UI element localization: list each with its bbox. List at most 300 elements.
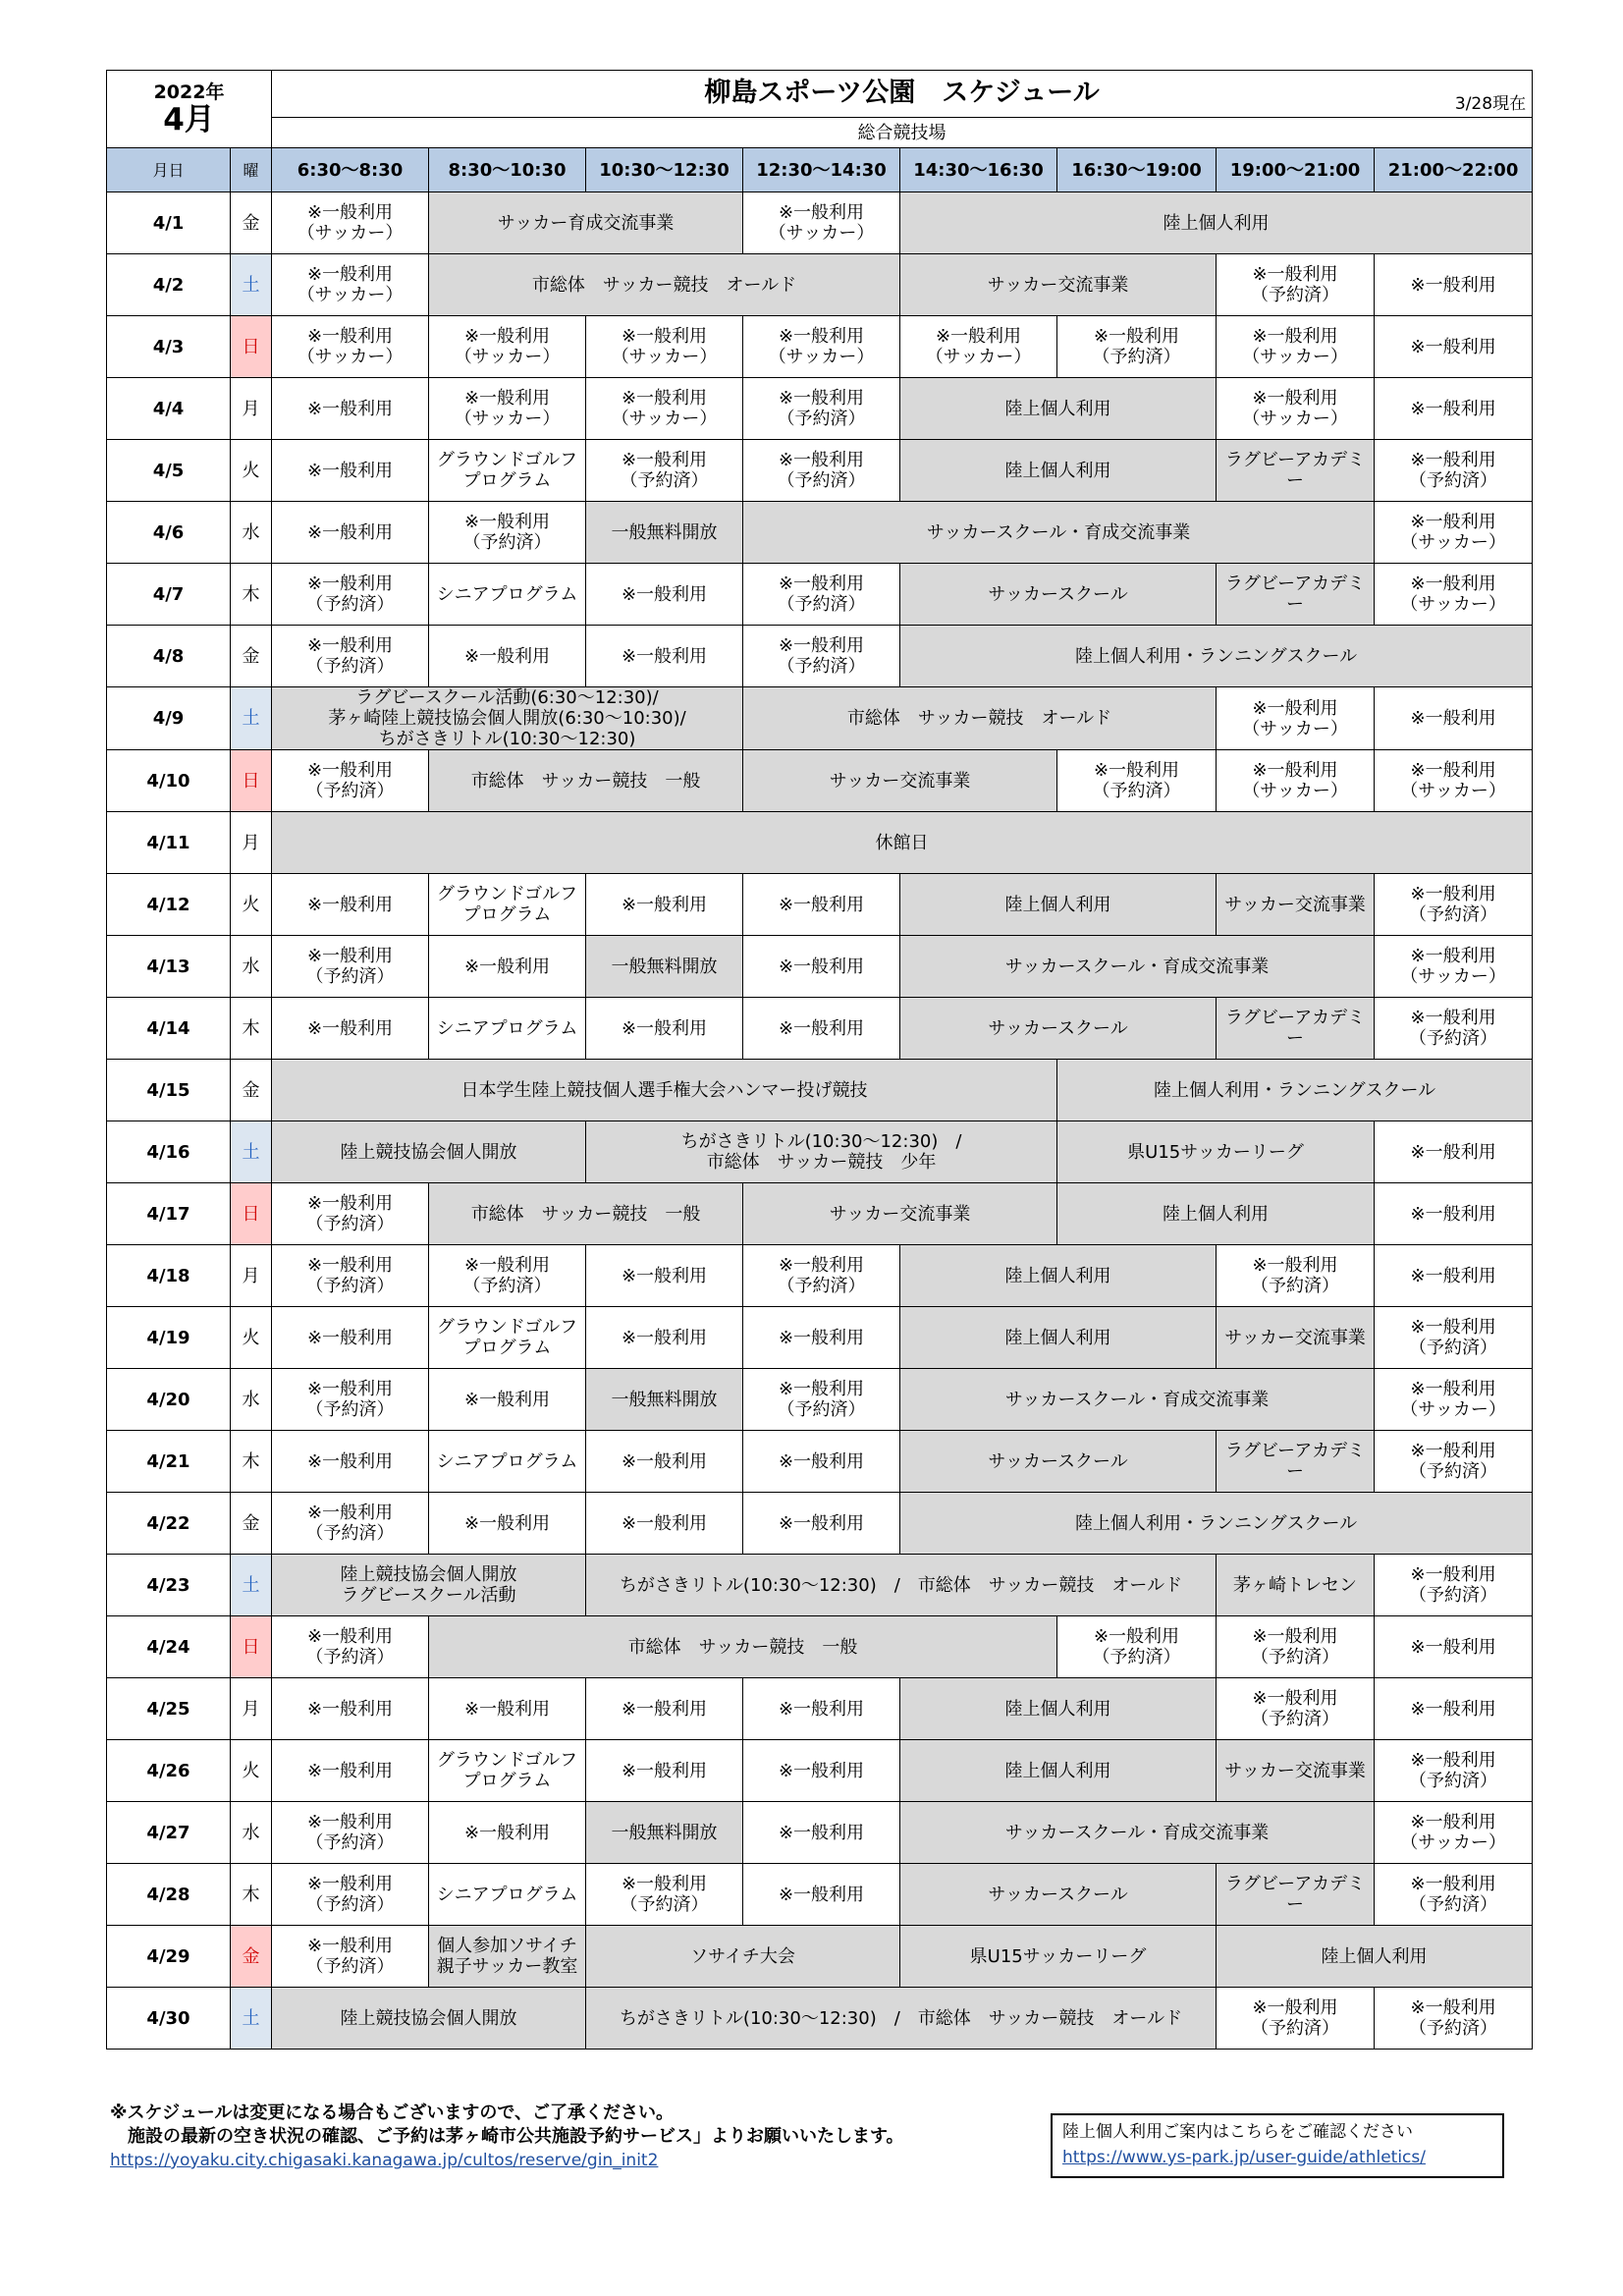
schedule-row: [107, 812, 1533, 874]
row-weekday: 木: [231, 1864, 272, 1926]
cell-line: ※一般利用: [306, 1812, 394, 1832]
row-date: 4/4: [107, 378, 231, 440]
cell-line: ※一般利用: [1093, 326, 1180, 347]
cell-line: （予約済）: [305, 656, 395, 677]
schedule-cell: [743, 1740, 900, 1802]
cell-line: ※一般利用: [621, 1760, 708, 1781]
cell-line: ※一般利用: [1410, 1997, 1496, 2018]
cell-line: （予約済）: [1092, 1647, 1181, 1667]
cell-line: ラグビーアカデミー: [1224, 574, 1366, 615]
schedule-cell: [900, 1864, 1217, 1926]
schedule-cell: [272, 1616, 429, 1678]
schedule-cell: [900, 1740, 1217, 1802]
cell-line: 県U15サッカーリーグ: [1127, 1141, 1304, 1163]
cell-line: ※一般利用: [778, 1255, 865, 1276]
cell-line: ※一般利用: [621, 388, 708, 409]
cell-line: 一般無料開放: [611, 1822, 718, 1843]
schedule-cell: [586, 1926, 900, 1988]
cell-line: （予約済）: [1409, 904, 1498, 925]
schedule-cell: [743, 1183, 1057, 1245]
schedule-cell: [429, 874, 586, 936]
schedule-cell: [272, 1802, 429, 1864]
schedule-cell: [429, 936, 586, 998]
schedule-cell: [272, 440, 429, 502]
schedule-cell: [1217, 1555, 1375, 1616]
cell-line: （予約済）: [305, 781, 395, 801]
cell-line: 個人参加ソサイチ: [437, 1936, 577, 1956]
cell-line: （予約済）: [1409, 1028, 1498, 1049]
cell-line: ※一般利用: [621, 1698, 708, 1720]
schedule-cell: [429, 502, 586, 564]
cell-line: （予約済）: [305, 1214, 395, 1234]
schedule-cell: [743, 626, 900, 687]
schedule-cell: [743, 192, 900, 254]
schedule-cell: [272, 1060, 1057, 1121]
schedule-cell: [1217, 1864, 1375, 1926]
cell-line: ※一般利用: [778, 1884, 865, 1905]
schedule-cell: [272, 316, 429, 378]
schedule-cell: [272, 254, 429, 316]
schedule-cell: [1375, 1307, 1533, 1369]
cell-line: ※一般利用: [1410, 336, 1496, 357]
cell-line: 茅ヶ崎陸上競技協会個人開放(6:30～10:30)/: [328, 708, 686, 729]
month-header: [107, 71, 272, 148]
schedule-row: [107, 1740, 1533, 1802]
cell-line: ※一般利用: [463, 645, 551, 667]
cell-line: プログラム: [462, 470, 552, 491]
col-slot-header: 12:30～14:30: [743, 148, 900, 192]
cell-line: ラグビースクール活動(6:30～12:30)/: [355, 687, 659, 708]
cell-line: ※一般利用: [621, 1265, 708, 1286]
cell-line: ちがさきリトル(10:30～12:30): [378, 729, 636, 749]
cell-line: ※一般利用: [1252, 388, 1338, 409]
schedule-cell: [429, 192, 743, 254]
cell-line: ラグビーアカデミー: [1224, 1874, 1366, 1915]
col-slot-header: 14:30～16:30: [900, 148, 1057, 192]
row-date: 4/12: [107, 874, 231, 936]
schedule-cell: [1217, 254, 1375, 316]
cell-line: ※一般利用: [621, 1017, 708, 1039]
cell-line: 陸上個人利用: [1163, 1203, 1270, 1225]
cell-line: 陸上競技協会個人開放: [340, 2007, 517, 2029]
row-date: 4/14: [107, 998, 231, 1060]
schedule-cell: [272, 1431, 429, 1493]
schedule-cell: [1375, 378, 1533, 440]
row-date: 4/3: [107, 316, 231, 378]
cell-line: （予約済）: [1409, 470, 1498, 491]
schedule-cell: [1217, 998, 1375, 1060]
row-weekday: 火: [231, 874, 272, 936]
cell-line: プログラム: [462, 1338, 552, 1358]
cell-line: （予約済）: [1409, 1585, 1498, 1606]
cell-line: ※一般利用: [621, 1512, 708, 1534]
schedule-cell: [1375, 1555, 1533, 1616]
schedule-cell: [429, 378, 586, 440]
row-date: 4/29: [107, 1926, 231, 1988]
cell-line: ※一般利用: [306, 460, 394, 481]
cell-line: （予約済）: [1409, 1894, 1498, 1915]
schedule-cell: [272, 687, 743, 750]
venue-label: 総合競技場: [272, 118, 1533, 148]
cell-line: サッカースクール: [988, 583, 1128, 605]
schedule-row: [107, 1121, 1533, 1183]
schedule-row: [107, 998, 1533, 1060]
cell-line: ※一般利用: [778, 1017, 865, 1039]
schedule-cell: [429, 998, 586, 1060]
cell-line: ※一般利用: [306, 1450, 394, 1472]
schedule-cell: [1217, 1616, 1375, 1678]
cell-line: グラウンドゴルフ: [436, 1750, 578, 1771]
schedule-cell: [1217, 316, 1375, 378]
cell-line: サッカー交流事業: [1224, 1327, 1366, 1348]
row-date: 4/25: [107, 1678, 231, 1740]
row-date: 4/20: [107, 1369, 231, 1431]
cell-line: （予約済）: [777, 409, 866, 429]
schedule-row: [107, 1555, 1533, 1616]
schedule-cell: [272, 1369, 429, 1431]
cell-line: （予約済）: [305, 966, 395, 987]
schedule-cell: [743, 378, 900, 440]
schedule-cell: [1217, 564, 1375, 626]
column-header-row: [107, 148, 1533, 192]
cell-line: ※一般利用: [621, 1450, 708, 1472]
cell-line: サッカー交流事業: [829, 1203, 971, 1225]
row-weekday: 火: [231, 440, 272, 502]
cell-line: （予約済）: [305, 1276, 395, 1296]
row-weekday: 日: [231, 1616, 272, 1678]
row-weekday: 木: [231, 1431, 272, 1493]
cell-line: 陸上個人利用: [1004, 1698, 1111, 1720]
cell-line: ※一般利用: [463, 1512, 551, 1534]
cell-line: ※一般利用: [306, 1874, 394, 1894]
schedule-cell: [429, 1802, 586, 1864]
row-weekday: 土: [231, 1121, 272, 1183]
row-weekday: 水: [231, 936, 272, 998]
row-date: 4/2: [107, 254, 231, 316]
schedule-cell: [1375, 1864, 1533, 1926]
row-weekday: 金: [231, 626, 272, 687]
cell-line: （サッカー）: [1400, 781, 1506, 801]
schedule-cell: [586, 1864, 743, 1926]
schedule-cell: [900, 998, 1217, 1060]
schedule-cell: [272, 1740, 429, 1802]
cell-line: （予約済）: [305, 1894, 395, 1915]
cell-line: 日本学生陸上競技個人選手権大会ハンマー投げ競技: [460, 1079, 868, 1101]
athletics-guide-link[interactable]: https://www.ys-park.jp/user-guide/athletics/: [1062, 2148, 1426, 2167]
cell-line: 一般無料開放: [611, 1389, 718, 1410]
cell-line: プログラム: [462, 1771, 552, 1791]
cell-line: ※一般利用: [621, 450, 708, 470]
cell-line: （予約済）: [1251, 285, 1340, 305]
schedule-cell: [429, 1307, 586, 1369]
schedule-row: [107, 1493, 1533, 1555]
schedule-cell: [429, 1926, 586, 1988]
footer-notes: [110, 2102, 904, 2172]
cell-line: （サッカー）: [1400, 1832, 1506, 1853]
schedule-cell: [1217, 874, 1375, 936]
cell-line: （サッカー）: [611, 409, 718, 429]
row-date: 4/23: [107, 1555, 231, 1616]
cell-line: （サッカー）: [297, 347, 404, 367]
cell-line: グラウンドゴルフ: [436, 884, 578, 904]
schedule-cell: [586, 1307, 743, 1369]
cell-line: （予約済）: [1409, 1338, 1498, 1358]
schedule-cell: [1375, 316, 1533, 378]
schedule-cell: [429, 440, 586, 502]
cell-line: ※一般利用: [463, 512, 551, 532]
cell-line: ※一般利用: [778, 1379, 865, 1399]
schedule-cell: [743, 502, 1375, 564]
schedule-cell: [900, 254, 1217, 316]
schedule-cell: [743, 1307, 900, 1369]
cell-line: ※一般利用: [1410, 1750, 1496, 1771]
cell-line: （サッカー）: [768, 223, 875, 244]
row-date: 4/26: [107, 1740, 231, 1802]
schedule-cell: [272, 1555, 586, 1616]
schedule-cell: [900, 1307, 1217, 1369]
row-date: 4/28: [107, 1864, 231, 1926]
cell-line: ※一般利用: [306, 1698, 394, 1720]
col-slot-header: 10:30～12:30: [586, 148, 743, 192]
schedule-row: [107, 564, 1533, 626]
schedule-cell: [429, 626, 586, 687]
schedule-cell: [586, 316, 743, 378]
schedule-cell: [900, 1493, 1533, 1555]
schedule-row: [107, 254, 1533, 316]
cell-line: ※一般利用: [306, 894, 394, 915]
cell-line: （予約済）: [777, 594, 866, 615]
schedule-cell: [1217, 1988, 1375, 2050]
cell-line: 陸上競技協会個人開放: [340, 1141, 517, 1163]
cell-line: （サッカー）: [1400, 966, 1506, 987]
schedule-row: [107, 626, 1533, 687]
cell-line: ※一般利用: [306, 1327, 394, 1348]
schedule-cell: [586, 502, 743, 564]
cell-line: ※一般利用: [1410, 708, 1496, 729]
schedule-cell: [429, 316, 586, 378]
schedule-cell: [743, 998, 900, 1060]
schedule-cell: [1057, 1121, 1375, 1183]
schedule-cell: [743, 1678, 900, 1740]
schedule-cell: [586, 626, 743, 687]
cell-line: ※一般利用: [306, 1936, 394, 1956]
schedule-cell: [429, 1431, 586, 1493]
cell-line: ※一般利用: [306, 1626, 394, 1647]
schedule-cell: [586, 1245, 743, 1307]
cell-line: ※一般利用: [935, 326, 1022, 347]
row-date: 4/10: [107, 750, 231, 812]
cell-line: ※一般利用: [1410, 1141, 1496, 1163]
cell-line: ※一般利用: [306, 398, 394, 419]
cell-line: ※一般利用: [778, 450, 865, 470]
schedule-cell: [586, 1431, 743, 1493]
schedule-cell: [1375, 502, 1533, 564]
cell-line: ※一般利用: [778, 1512, 865, 1534]
cell-line: 一般無料開放: [611, 956, 718, 977]
year-label: 2022年: [153, 82, 225, 103]
col-slot-header: 19:00～21:00: [1217, 148, 1375, 192]
cell-line: ※一般利用: [778, 326, 865, 347]
schedule-cell: [272, 564, 429, 626]
col-date-header: 月日: [107, 148, 231, 192]
cell-line: ※一般利用: [778, 1822, 865, 1843]
cell-line: グラウンドゴルフ: [436, 1317, 578, 1338]
cell-line: （予約済）: [777, 656, 866, 677]
schedule-cell: [1375, 1121, 1533, 1183]
cell-line: ※一般利用: [778, 202, 865, 223]
cell-line: ※一般利用: [1410, 884, 1496, 904]
schedule-cell: [272, 1864, 429, 1926]
cell-line: （サッカー）: [1400, 532, 1506, 553]
cell-line: ラグビーアカデミー: [1224, 450, 1366, 491]
schedule-cell: [1217, 378, 1375, 440]
row-date: 4/17: [107, 1183, 231, 1245]
row-date: 4/24: [107, 1616, 231, 1678]
schedule-row: [107, 1431, 1533, 1493]
row-weekday: 水: [231, 1802, 272, 1864]
cell-line: 陸上個人利用: [1004, 460, 1111, 481]
schedule-cell: [429, 1493, 586, 1555]
cell-line: ※一般利用: [463, 1255, 551, 1276]
schedule-cell: [900, 1431, 1217, 1493]
schedule-cell: [272, 192, 429, 254]
cell-line: （サッカー）: [611, 347, 718, 367]
row-weekday: 土: [231, 254, 272, 316]
cell-line: 陸上競技協会個人開放: [340, 1564, 517, 1585]
schedule-cell: [429, 254, 900, 316]
cell-line: 市総体 サッカー競技 オールド: [531, 274, 797, 296]
cell-line: サッカースクール・育成交流事業: [1004, 956, 1270, 977]
schedule-cell: [272, 812, 1533, 874]
row-weekday: 日: [231, 316, 272, 378]
schedule-cell: [743, 316, 900, 378]
schedule-cell: [900, 440, 1217, 502]
cell-line: ※一般利用: [778, 1760, 865, 1781]
schedule-cell: [272, 936, 429, 998]
schedule-row: [107, 1988, 1533, 2050]
cell-line: ※一般利用: [778, 574, 865, 594]
cell-line: ※一般利用: [306, 760, 394, 781]
cell-line: 市総体 サッカー競技 オールド: [846, 708, 1112, 729]
cell-line: サッカー交流事業: [987, 274, 1129, 296]
schedule-cell: [429, 1245, 586, 1307]
cell-line: ※一般利用: [621, 1327, 708, 1348]
schedule-cell: [743, 687, 1217, 750]
row-weekday: 火: [231, 1307, 272, 1369]
cell-line: ※一般利用: [1410, 398, 1496, 419]
cell-line: ※一般利用: [1410, 1379, 1496, 1399]
cell-line: ちがさきリトル(10:30～12:30) / 市総体 サッカー競技 オールド: [619, 1574, 1183, 1596]
schedule-cell: [1375, 1802, 1533, 1864]
schedule-cell: [586, 1988, 1217, 2050]
cell-line: ※一般利用: [1410, 1564, 1496, 1585]
schedule-cell: [1217, 1307, 1375, 1369]
row-date: 4/11: [107, 812, 231, 874]
cell-line: ※一般利用: [1410, 1812, 1496, 1832]
cell-line: ※一般利用: [1252, 264, 1338, 285]
cell-line: ※一般利用: [621, 894, 708, 915]
athletics-info-text: 陸上個人利用ご案内はこちらをご確認ください: [1062, 2122, 1413, 2142]
schedule-sheet: [106, 70, 1532, 2050]
schedule-cell: [900, 936, 1375, 998]
schedule-cell: [900, 378, 1217, 440]
row-date: 4/30: [107, 1988, 231, 2050]
cell-line: （予約済）: [1409, 2018, 1498, 2039]
cell-line: ※一般利用: [306, 1017, 394, 1039]
cell-line: 市総体 サッカー競技 少年: [706, 1152, 937, 1173]
row-date: 4/15: [107, 1060, 231, 1121]
cell-line: シニアプログラム: [436, 1017, 578, 1039]
schedule-row: [107, 874, 1533, 936]
schedule-row: [107, 1183, 1533, 1245]
cell-line: ※一般利用: [306, 1503, 394, 1523]
schedule-cell: [586, 998, 743, 1060]
footer-note-1: ※スケジュールは変更になる場合もございますので、ご了承ください。: [110, 2103, 675, 2123]
schedule-cell: [1375, 564, 1533, 626]
schedule-cell: [586, 1678, 743, 1740]
cell-line: （予約済）: [305, 1956, 395, 1977]
row-weekday: 金: [231, 1926, 272, 1988]
cell-line: ※一般利用: [778, 635, 865, 656]
row-weekday: 月: [231, 378, 272, 440]
cell-line: 親子サッカー教室: [436, 1956, 578, 1977]
row-date: 4/7: [107, 564, 231, 626]
cell-line: （予約済）: [777, 1276, 866, 1296]
schedule-cell: [272, 1493, 429, 1555]
cell-line: ※一般利用: [1410, 574, 1496, 594]
schedule-cell: [1217, 687, 1375, 750]
row-weekday: 木: [231, 564, 272, 626]
cell-line: ラグビースクール活動: [341, 1585, 516, 1606]
cell-line: サッカー育成交流事業: [497, 212, 675, 234]
cell-line: ※一般利用: [306, 264, 394, 285]
schedule-cell: [1375, 936, 1533, 998]
cell-line: （予約済）: [777, 1399, 866, 1420]
schedule-cell: [1375, 1431, 1533, 1493]
schedule-cell: [272, 998, 429, 1060]
col-dow-header: 曜: [231, 148, 272, 192]
schedule-cell: [743, 936, 900, 998]
schedule-cell: [743, 1245, 900, 1307]
schedule-row: [107, 316, 1533, 378]
cell-line: （予約済）: [1409, 1461, 1498, 1482]
schedule-cell: [586, 1740, 743, 1802]
schedule-row: [107, 1678, 1533, 1740]
schedule-row: [107, 1926, 1533, 1988]
schedule-cell: [1375, 1183, 1533, 1245]
cell-line: ※一般利用: [1252, 1255, 1338, 1276]
cell-line: （サッカー）: [925, 347, 1032, 367]
reservation-link[interactable]: https://yoyaku.city.chigasaki.kanagawa.jp/cultos/reserve/gin_init2: [110, 2151, 659, 2170]
cell-line: ラグビーアカデミー: [1224, 1008, 1366, 1049]
row-date: 4/19: [107, 1307, 231, 1369]
schedule-cell: [743, 1802, 900, 1864]
schedule-cell: [272, 1926, 429, 1988]
schedule-cell: [1375, 440, 1533, 502]
schedule-row: [107, 192, 1533, 254]
cell-line: （予約済）: [305, 1523, 395, 1544]
schedule-row: [107, 936, 1533, 998]
cell-line: ※一般利用: [1410, 274, 1496, 296]
schedule-row: [107, 378, 1533, 440]
schedule-row: [107, 1864, 1533, 1926]
cell-line: （サッカー）: [1242, 347, 1348, 367]
cell-line: 陸上個人利用・ランニングスクール: [1074, 1512, 1358, 1534]
cell-line: （サッカー）: [297, 223, 404, 244]
cell-line: ラグビーアカデミー: [1224, 1441, 1366, 1482]
cell-line: 一般無料開放: [611, 521, 718, 543]
schedule-cell: [272, 378, 429, 440]
